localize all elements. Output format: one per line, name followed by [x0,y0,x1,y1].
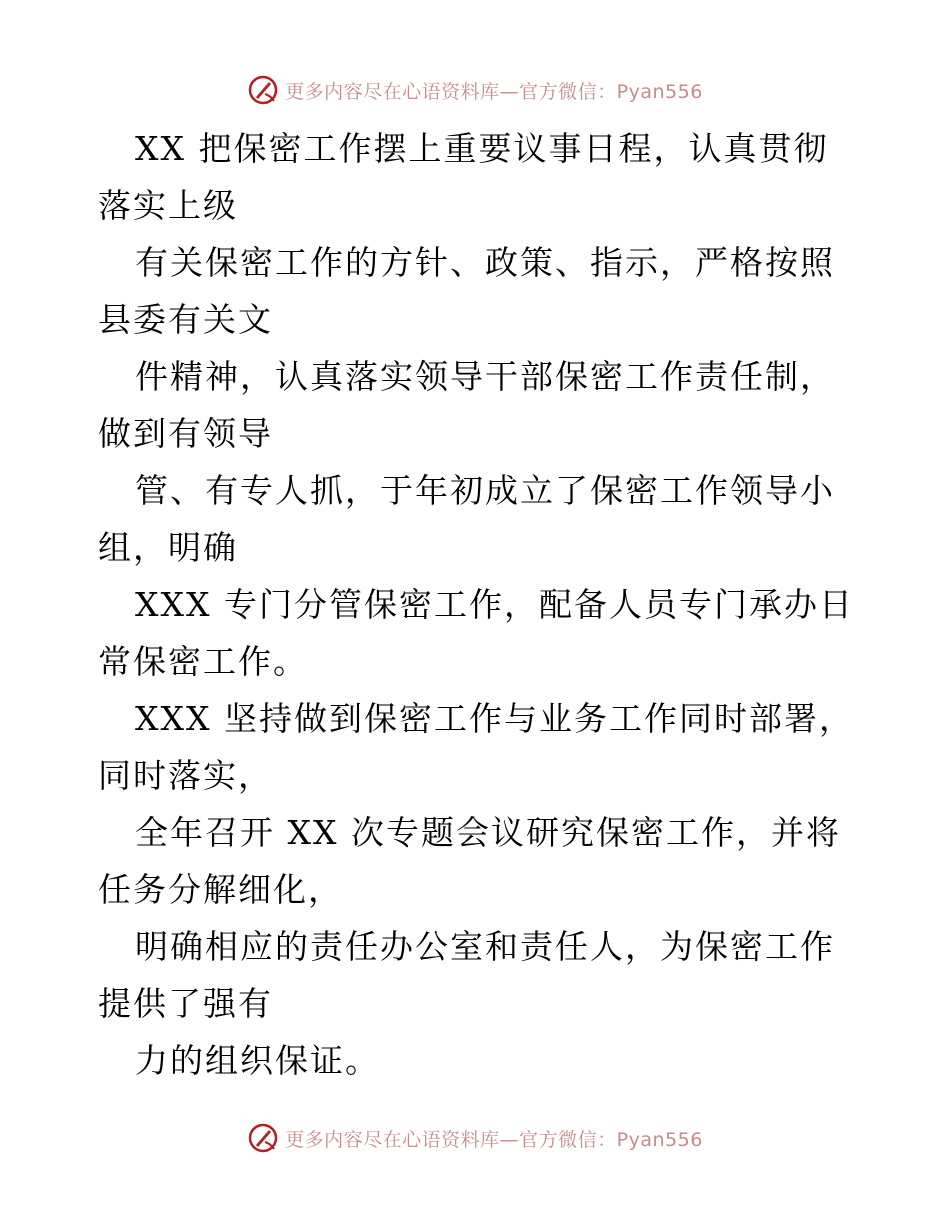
quill-logo-icon [247,74,279,106]
paragraph-4: 管、有专人抓，于年初成立了保密工作领导小组，明确 [98,471,835,567]
header-banner [0,72,950,108]
paragraph-7: 全年召开 XX 次专题会议研究保密工作，并将任务分解细化， [98,813,841,909]
footer-banner-text: 更多内容尽在心语资料库—官方微信：Pyan556 [285,1128,703,1151]
quill-logo-icon [247,1122,279,1154]
document-body [98,120,858,1089]
paragraph-5: XXX 专门分管保密工作，配备人员专门承办日常保密工作。 [98,585,854,681]
footer-banner [0,1120,950,1156]
header-banner-text: 更多内容尽在心语资料库—官方微信：Pyan556 [285,80,703,103]
paragraph-8: 明确相应的责任办公室和责任人，为保密工作提供了强有 [98,927,835,1023]
paragraph-6: XXX 坚持做到保密工作与业务工作同时部署，同时落实， [98,699,854,795]
paragraph-9: 力的组织保证。 [135,1041,380,1080]
paragraph-1: XX 把保密工作摆上重要议事日程，认真贯彻落实上级 [98,129,829,225]
paragraph-2: 有关保密工作的方针、政策、指示，严格按照县委有关文 [98,243,835,339]
paragraph-3: 件精神，认真落实领导干部保密工作责任制，做到有领导 [98,357,835,453]
